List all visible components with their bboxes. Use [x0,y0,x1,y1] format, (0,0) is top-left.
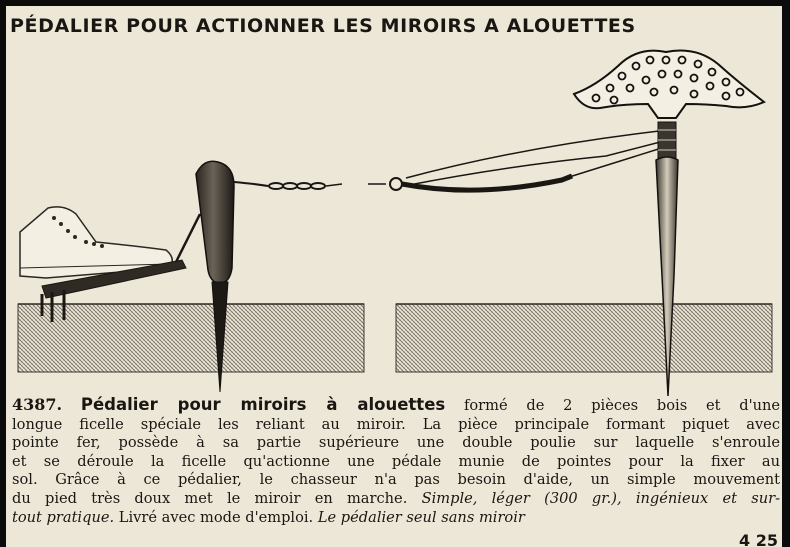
text-line-7-c: Le pédalier seul sans miroir [317,508,525,526]
catalog-page [6,6,782,547]
text-line-6-b: Simple, léger (300 gr.), ingénieux et sur- [421,489,780,507]
page-title: PÉDALIER POUR ACTIONNER LES MIROIRS A ALOUETTES [10,15,636,37]
text-line-5: sol. Grâce à ce pédalier, le chasseur n'a pas besoin d'aide, un simple mouvement [12,471,780,489]
engraving-illustration [6,6,782,398]
text-line-2: longue ficelle spéciale les reliant au miroir. La pièce principale formant piquet avec [12,415,780,433]
text-line-7-b: Livré avec mode d'emploi. [118,508,314,526]
text-line-7 [12,509,780,528]
string-icon [234,130,668,190]
text-line-3: pointe fer, possède à sa partie supérieure une double poulie sur laquelle s'enroule [12,434,780,452]
text-line-6 [12,490,780,509]
mirror-icon [574,51,764,119]
text-line-1-rest: formé de 2 pièces bois et d'une [463,397,781,414]
item-number: 4387. [12,395,63,414]
text-line-7-a: tout pratique. [12,508,115,526]
text-line-1 [12,396,780,416]
description-text [12,396,780,527]
ground-icon [18,304,772,372]
text-line-4: et se déroule la ficelle qu'actionne une pédale munie de pointes pour la fixer au [12,452,780,470]
item-name: Pédalier pour miroirs à alouettes [80,395,446,414]
text-line-6-a: du pied très doux met le miroir en marche. [12,489,408,507]
price-label: 4 25 [739,531,778,547]
